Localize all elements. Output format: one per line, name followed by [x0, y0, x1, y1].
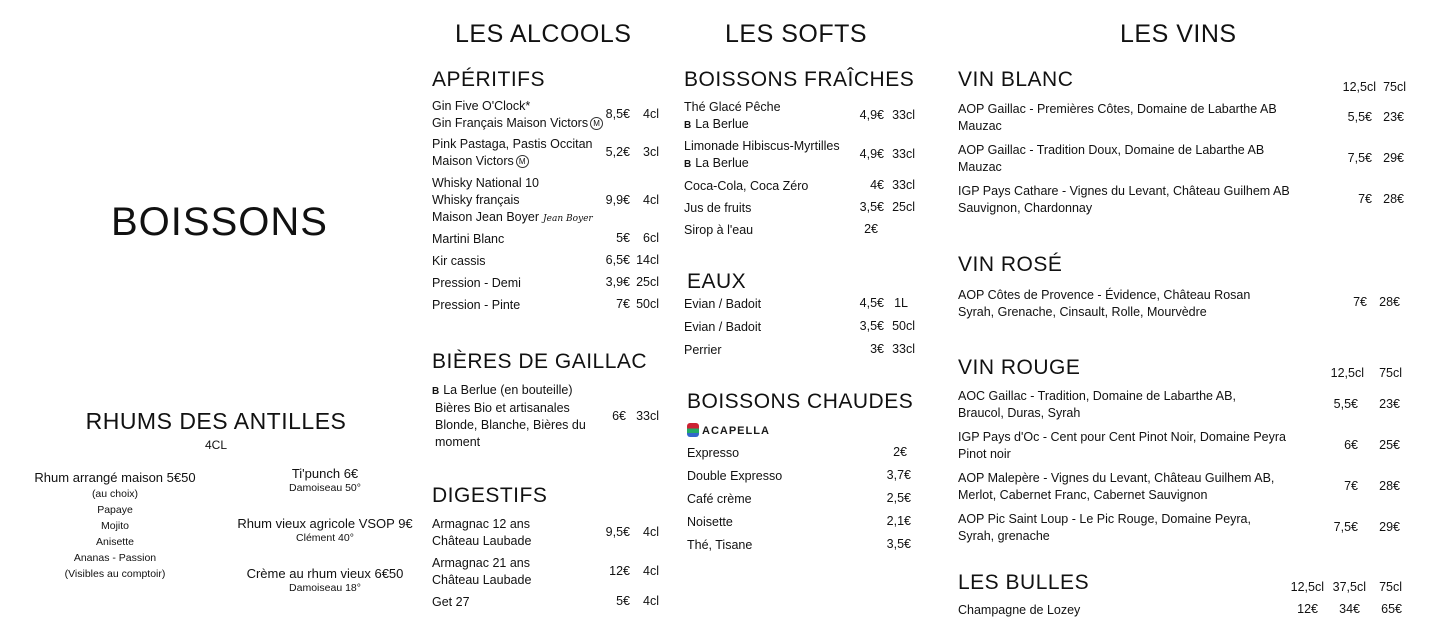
acapella-logo: ACAPELLA	[687, 421, 770, 439]
col-header: 12,5cl	[1342, 80, 1376, 94]
list-item: Pression - Pinte 7€ 50cl	[432, 297, 659, 312]
col-header: 37,5cl	[1332, 580, 1366, 594]
list-item: Evian / Badoit 3,5€ 50cl	[684, 319, 915, 334]
list-item: AOP Malepère - Vignes du Levant, Château Guilhem AB, Merlot, Cabernet Franc, Cabernet Sauvignon 7€ 28€	[958, 471, 1400, 502]
list-item: AOP Gaillac - Tradition Doux, Domaine de Labarthe AB Mauzac 7,5€ 29€	[958, 143, 1404, 174]
list-item: IGP Pays Cathare - Vignes du Levant, Château Guilhem AB Sauvignon, Chardonnay 7€ 28€	[958, 184, 1404, 215]
vin-blanc-title: VIN BLANC	[958, 68, 1074, 91]
rhum-item: Ti'punch 6€ Damoiseau 50°	[289, 466, 361, 494]
list-item: Thé Glacé Pêche B La Berlue 4,9€ 33cl	[684, 99, 918, 138]
list-item: Champagne de Lozey 12€ 34€ 65€	[958, 602, 1402, 617]
vin-rose-title: VIN ROSÉ	[958, 253, 1063, 276]
digestifs-title: DIGESTIFS	[432, 484, 548, 507]
list-item: Expresso 2€	[687, 445, 907, 460]
rhum-line: Ananas - Passion	[73, 552, 157, 564]
list-item: Kir cassis 6,5€ 14cl	[432, 253, 659, 268]
list-item: Perrier 3€ 33cl	[684, 342, 915, 357]
list-item: Armagnac 21 ans Château Laubade 12€ 4cl	[432, 556, 659, 587]
list-item: Pression - Demi 3,9€ 25cl	[432, 275, 659, 290]
aperitifs-title: APÉRITIFS	[432, 68, 546, 91]
la-berlue-icon: B	[432, 386, 440, 397]
col-header: 12,5cl	[1290, 580, 1324, 594]
col-header: 75cl	[1383, 80, 1406, 94]
la-berlue-icon: B	[684, 159, 692, 170]
rhum-arrange: Rhum arrangé maison 5€50	[34, 470, 196, 485]
fraiches-list	[684, 99, 918, 244]
bieres-title: BIÈRES DE GAILLAC	[432, 350, 648, 373]
vins-title: LES VINS	[1120, 20, 1237, 48]
vin-rose-list	[958, 287, 1408, 328]
list-item: Limonade Hibiscus-Myrtilles B La Berlue 4,9€ 33cl	[684, 138, 918, 178]
rhums-section	[0, 408, 432, 452]
vin-blanc-list	[958, 101, 1408, 224]
vin-rouge-list	[958, 388, 1408, 552]
list-item: AOC Gaillac - Tradition, Domaine de Labarthe AB, Braucol, Duras, Syrah 5,5€ 23€	[958, 389, 1400, 420]
rhum-line: Mojito	[100, 520, 129, 532]
aperitifs-list	[432, 98, 664, 319]
fraiches-title: BOISSONS FRAÎCHES	[684, 68, 915, 91]
list-item: Jus de fruits 3,5€ 25cl	[684, 200, 915, 215]
jean-boyer-signature: Jean Boyer	[543, 214, 593, 224]
bulles-title: LES BULLES	[958, 571, 1090, 594]
rhum-line: (Visibles au comptoir)	[64, 568, 166, 580]
la-berlue-icon: B	[684, 120, 692, 131]
list-item: Noisette 2,1€	[687, 514, 911, 529]
list-item: Thé, Tisane 3,5€	[687, 537, 911, 552]
list-item: Armagnac 12 ans Château Laubade 9,5€ 4cl	[432, 517, 659, 548]
list-item: Get 27 5€ 4cl	[432, 594, 659, 609]
rhums-unit: 4CL	[204, 438, 227, 452]
bieres-item: B La Berlue (en bouteille) Bières Bio et artisanales Blonde, Blanche, Bières du moment 6€ 33cl	[432, 383, 659, 449]
eaux-title: EAUX	[687, 270, 747, 293]
acapella-icon	[687, 423, 699, 437]
softs-title: LES SOFTS	[725, 20, 868, 48]
page-title: BOISSONS	[111, 200, 328, 244]
list-item: Double Expresso 3,7€	[687, 468, 911, 483]
rhums-right	[230, 465, 420, 615]
rhums-left	[20, 469, 210, 582]
list-item: Café crème 2,5€	[687, 491, 911, 506]
maison-victors-icon: M	[590, 117, 603, 130]
rhum-item: Rhum vieux agricole VSOP 9€ Clément 40°	[237, 516, 413, 544]
chaudes-list	[687, 445, 913, 560]
eaux-list	[684, 296, 918, 365]
rhum-line: Papaye	[97, 504, 133, 516]
list-item: Pink Pastaga, Pastis Occitan Maison Victors M 5,2€ 3cl	[432, 137, 659, 168]
list-item: AOP Pic Saint Loup - Le Pic Rouge, Domaine Peyra, Syrah, grenache 7,5€ 29€	[958, 512, 1400, 543]
digestifs-list	[432, 516, 664, 616]
col-header: 12,5cl	[1330, 366, 1364, 380]
bulles-list	[958, 602, 1408, 622]
list-item: Coca-Cola, Coca Zéro 4€ 33cl	[684, 178, 915, 193]
col-header: 75cl	[1379, 366, 1402, 380]
alcools-title: LES ALCOOLS	[455, 20, 632, 48]
chaudes-title: BOISSONS CHAUDES	[687, 390, 914, 413]
rhum-line: (au choix)	[91, 488, 139, 500]
vin-rouge-title: VIN ROUGE	[958, 356, 1081, 379]
list-item: Evian / Badoit 4,5€ 1L	[684, 296, 908, 311]
list-item: Martini Blanc 5€ 6cl	[432, 231, 659, 246]
list-item: IGP Pays d'Oc - Cent pour Cent Pinot Noir, Domaine Peyra Pinot noir 6€ 25€	[958, 430, 1400, 461]
rhum-line: Anisette	[96, 536, 134, 548]
list-item: Gin Five O'Clock* Gin Français Maison Victors M 8,5€ 4cl	[432, 99, 659, 130]
maison-victors-icon: M	[516, 155, 529, 168]
list-item: Whisky National 10 Whisky français Maison Jean Boyer Jean Boyer 9,9€ 4cl	[432, 176, 659, 224]
col-header: 75cl	[1379, 580, 1402, 594]
list-item: Sirop à l'eau 2€	[684, 222, 878, 237]
rhums-title: RHUMS DES ANTILLES	[85, 408, 347, 434]
list-item: AOP Gaillac - Premières Côtes, Domaine de Labarthe AB Mauzac 5,5€ 23€	[958, 102, 1404, 133]
list-item: AOP Côtes de Provence - Évidence, Château Rosan Syrah, Grenache, Cinsault, Rolle, Mourvèdre 7€ 28€	[958, 288, 1400, 319]
rhum-item: Crème au rhum vieux 6€50 Damoiseau 18°	[246, 566, 404, 594]
